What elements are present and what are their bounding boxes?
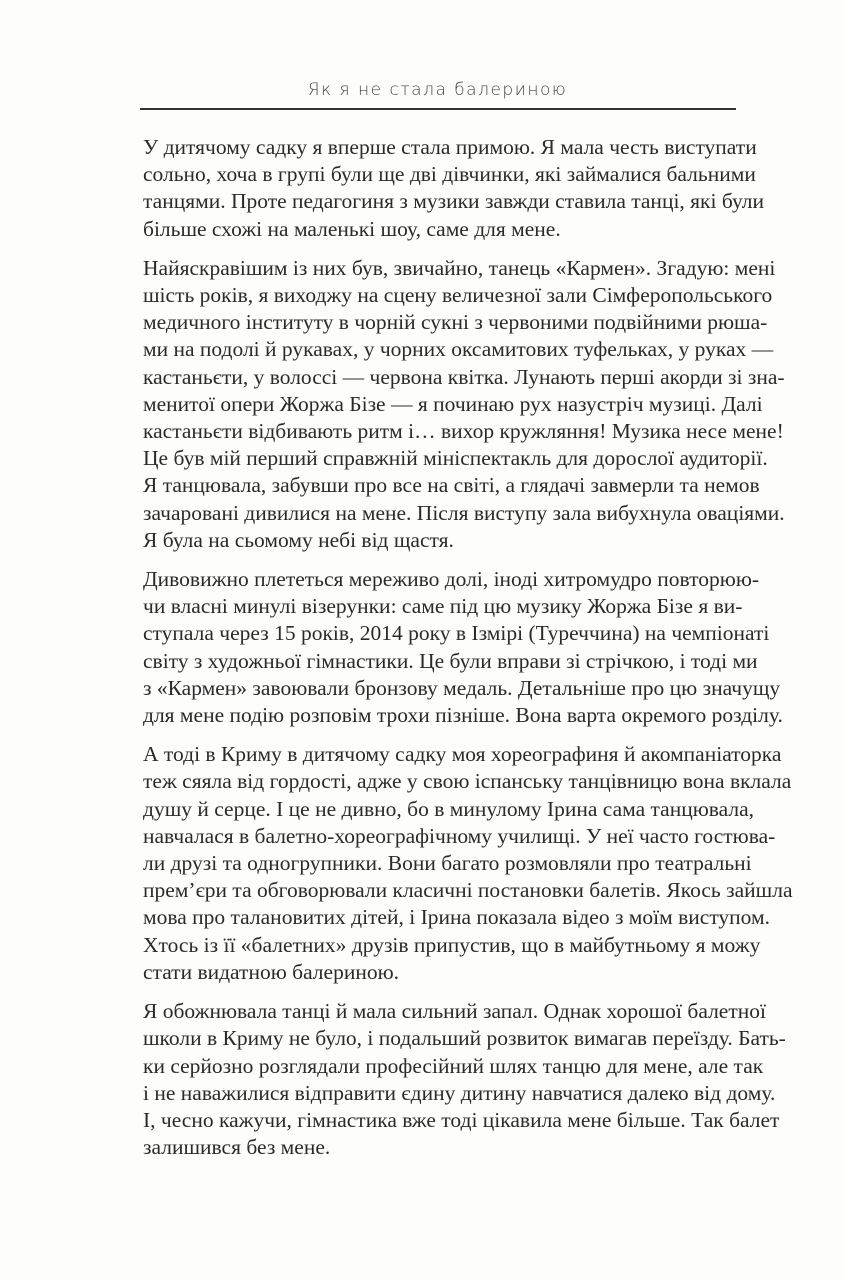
text-line: Дивовижно плететься мереживо долі, іноді хитромудро повторюю- xyxy=(143,567,760,592)
text-line: більше схожі на маленькі шоу, саме для мене. xyxy=(143,216,561,241)
text-line: медичного інституту в чорній сукні з червоними подвійними рюша- xyxy=(143,310,768,335)
text-line: стати видатною балериною. xyxy=(143,959,400,984)
paragraph xyxy=(143,134,765,243)
text-line: ки серйозно розглядали професійний шлях танцю для мене, але так xyxy=(143,1053,764,1078)
text-line: Я була на сьомому небі від щастя. xyxy=(143,527,454,552)
text-line: кастаньєти відбивають ритм і… вихор кружляння! Музика несе мене! xyxy=(143,419,784,444)
text-line: танцями. Проте педагогиня з музики завжди ставила танці, які були xyxy=(143,189,765,214)
text-line: А тоді в Криму в дитячому садку моя хореографиня й акомпаніаторка xyxy=(143,742,782,767)
text-line: ступала через 15 років, 2014 року в Ізмірі (Туреччина) на чемпіонаті xyxy=(143,621,770,646)
text-line: ли друзі та одногрупники. Вони багато розмовляли про театральні xyxy=(143,851,752,876)
paragraph xyxy=(143,566,783,729)
text-line: теж сяяла від гордості, адже у свою іспанську танцівницю вона вклала xyxy=(143,769,792,794)
text-line: і не наважилися відправити єдину дитину навчатися далеко від дому. xyxy=(143,1080,776,1105)
text-line: залишився без мене. xyxy=(143,1135,331,1160)
text-line: Хтось із її «балетних» друзів припустив, що в майбутньому я можу xyxy=(143,932,761,957)
text-line: менитої опери Жоржа Бізе — я починаю рух назустріч музиці. Далі xyxy=(143,391,763,416)
text-line: Це був мій перший справжній мініспектакль для дорослої аудиторії. xyxy=(143,446,768,471)
text-line: з «Кармен» завоювали бронзову медаль. Детальніше про цю значущу xyxy=(143,675,781,700)
header-rule xyxy=(140,108,736,110)
paragraph xyxy=(143,741,793,986)
text-line: школи в Криму не було, і подальший розвиток вимагав переїзду. Бать- xyxy=(143,1026,786,1051)
paragraph xyxy=(143,998,786,1161)
text-line: навчалася в балетно-хореографічному училищі. У неї часто гостюва- xyxy=(143,823,776,848)
text-line: мова про талановитих дітей, і Ірина показала відео з моїм виступом. xyxy=(143,905,771,930)
text-line: зачаровані дивилися на мене. Після виступу зала вибухнула оваціями. xyxy=(143,500,785,525)
paragraph xyxy=(143,255,785,554)
text-line: кастаньєти, у волоссі — червона квітка. Лунають перші акорди зі зна- xyxy=(143,364,785,389)
text-line: світу з художньої гімнастики. Це були вправи зі стрічкою, і тоді ми xyxy=(143,648,758,673)
text-line: чи власні минулі візерунки: саме під цю музику Жоржа Бізе я ви- xyxy=(143,594,743,619)
text-line: Найяскравішим із них був, звичайно, танець «Кармен». Згадую: мені xyxy=(143,255,776,280)
page-body xyxy=(143,134,793,1173)
text-line: Я танцювала, забувши про все на світі, а глядачі завмерли та немов xyxy=(143,473,760,498)
text-line: сольно, хоча в групі були ще дві дівчинки, які займалися бальними xyxy=(143,162,756,187)
running-head: Як я не стала балериною xyxy=(307,80,568,100)
text-line: душу й серце. І це не дивно, бо в минулому Ірина сама танцювала, xyxy=(143,796,755,821)
text-line: Я обожнювала танці й мала сильний запал. Однак хорошої балетної xyxy=(143,999,766,1024)
text-line: ми на подолі й рукавах, у чорних оксамитових туфельках, у руках — xyxy=(143,337,774,362)
text-line: І, чесно кажучи, гімнастика вже тоді цікавила мене більше. Так балет xyxy=(143,1107,780,1132)
text-line: У дитячому садку я вперше стала примою. Я мала честь виступати xyxy=(143,135,757,159)
text-line: для мене подію розповім трохи пізніше. Вона варта окремого розділу. xyxy=(143,703,783,728)
text-line: прем’єри та обговорювали класичні постановки балетів. Якось зайшла xyxy=(143,878,793,903)
text-line: шість років, я виходжу на сцену величезної зали Сімферопольського xyxy=(143,283,773,308)
